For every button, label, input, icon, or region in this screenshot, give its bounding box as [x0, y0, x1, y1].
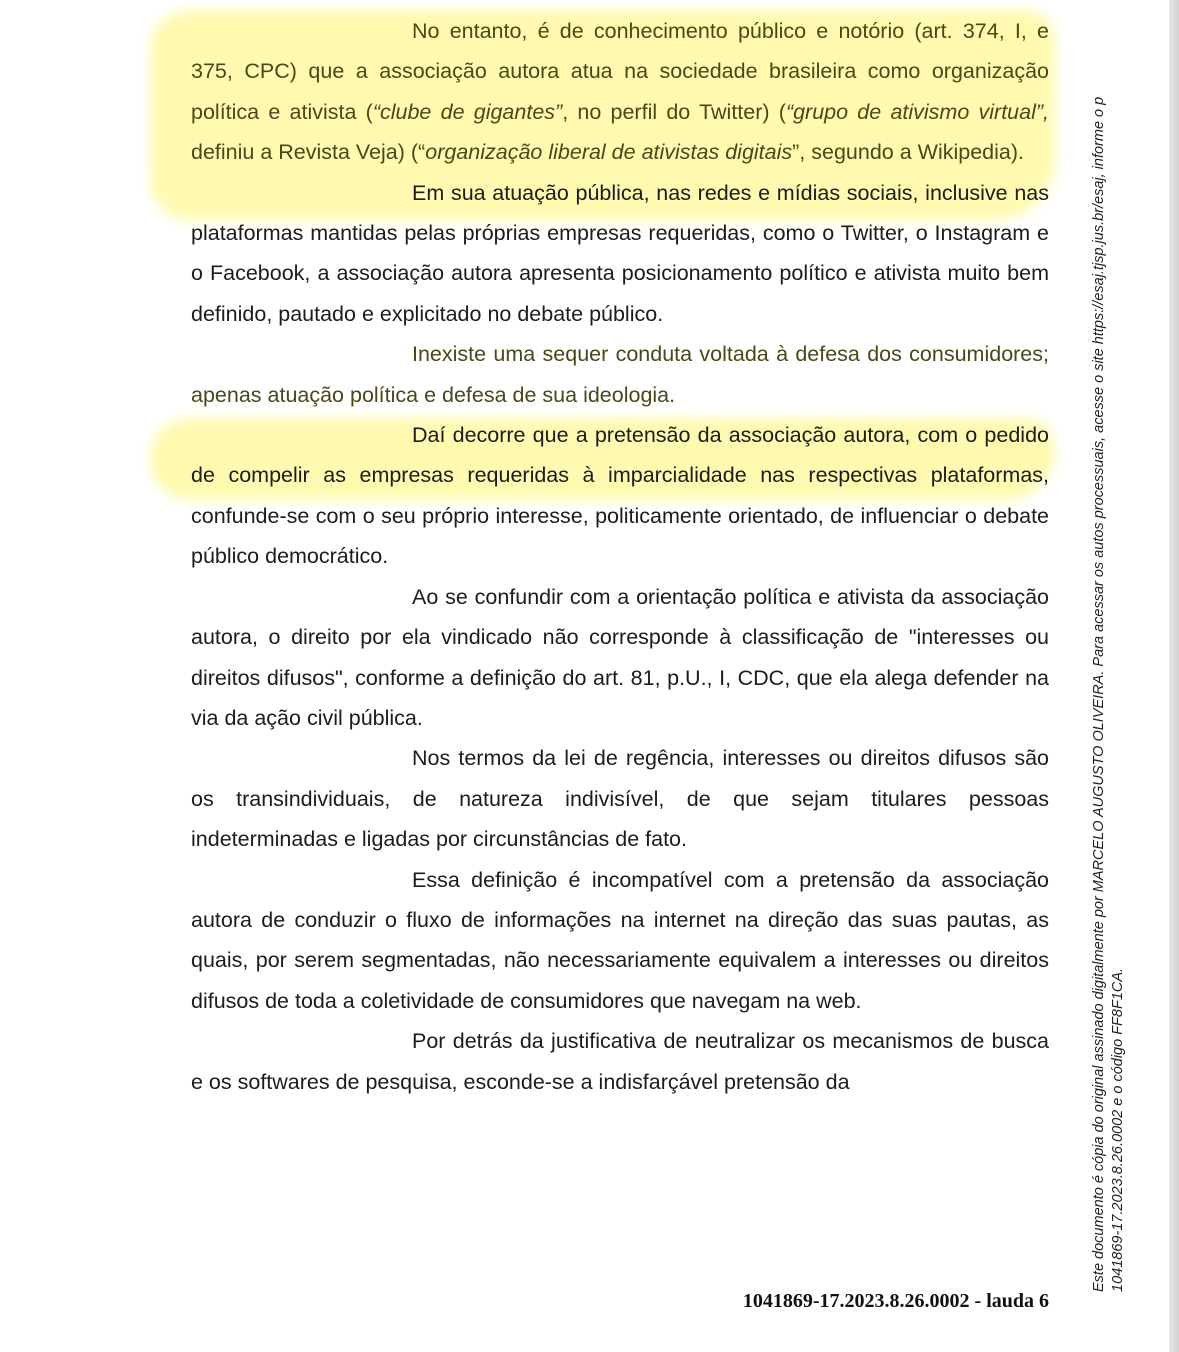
text-segment: Essa definição é incompatível com a pretensão da associação autora de conduzir o fluxo de informações na internet na direção das suas pautas, as quais, por serem segmentadas, não necessariamente equivalem a interesses ou direitos difusos de toda a coletividade de consumidores que navegam na web. — [191, 867, 1049, 1013]
paragraph — [191, 1021, 1049, 1102]
text-segment: Daí decorre que a pretensão da associação autora, com o pedido de compelir as empresas requeridas à imparcialidade nas respectivas plataformas, confunde-se com o seu próprio interesse, politicamente orientado, de influenciar o debate público democrático. — [191, 423, 1049, 569]
text-segment: Por detrás da justificativa de neutralizar os mecanismos de busca e os softwares de pesquisa, esconde-se a indisfarçável pretensão da — [191, 1029, 1049, 1094]
text-segment: Em sua atuação pública, nas redes e mídias sociais, inclusive nas plataformas mantidas pelas próprias empresas requeridas, como o Twitter, o Instagram e o Facebook, a associação autora apresenta posicionamento político e ativista muito bem definido, pautado e explicitado no debate público. — [191, 180, 1049, 326]
page-edge — [1169, 0, 1179, 1352]
italic-quote: “clube de gigantes” — [372, 99, 563, 124]
paragraph — [191, 173, 1049, 335]
text-segment: Nos termos da lei de regência, interesses ou direitos difusos são os transindividuais, de natureza indivisível, de que sejam titulares pessoas indeterminadas e ligadas por circunstâncias de fato. — [191, 746, 1049, 852]
text-segment: Inexiste uma sequer conduta voltada à defesa dos consumidores; apenas atuação política e defesa de sua ideologia. — [191, 342, 1049, 407]
paragraph — [191, 415, 1049, 577]
text-segment: definiu a Revista Veja) (“ — [191, 140, 426, 165]
text-segment: No entanto, é de conhecimento público e notório (art. 374, I, e 375, CPC) que a associação autora atua na sociedade brasileira como organização política e ativista ( — [191, 19, 1049, 124]
paragraph — [191, 577, 1049, 739]
process-reference-footer: 1041869-17.2023.8.26.0002 - lauda 6 — [742, 1290, 1049, 1312]
signature-note-line-2: 1041869-17.2023.8.26.0002 e o código FF8F1CA. — [1110, 967, 1126, 1292]
paragraph — [191, 11, 1049, 173]
digital-signature-note — [1090, 0, 1132, 1292]
paragraph — [191, 334, 1049, 415]
text-segment: ”, segundo a Wikipedia). — [792, 140, 1024, 165]
paragraph — [191, 860, 1049, 1022]
document-body — [191, 11, 1049, 1102]
signature-note-line-1: Este documento é cópia do original assinado digitalmente por MARCELO AUGUSTO OLIVEIRA. Para acessar os autos processuais, acesse o site https://esaj.tjsp.jus.br/esaj, informe o p — [1091, 96, 1107, 1292]
text-segment: Ao se confundir com a orientação política e ativista da associação autora, o direito por ela vindicado não corresponde à classificação de "interesses ou direitos difusos", conforme a definição do art. 81, p.U., I, CDC, que ela alega defender na via da ação civil pública. — [191, 584, 1049, 730]
italic-quote: organização liberal de ativistas digitais — [425, 140, 793, 165]
italic-quote: “grupo de ativismo virtual”, — [785, 99, 1049, 124]
text-segment: , no perfil do Twitter) ( — [562, 99, 786, 124]
paragraph — [191, 738, 1049, 859]
